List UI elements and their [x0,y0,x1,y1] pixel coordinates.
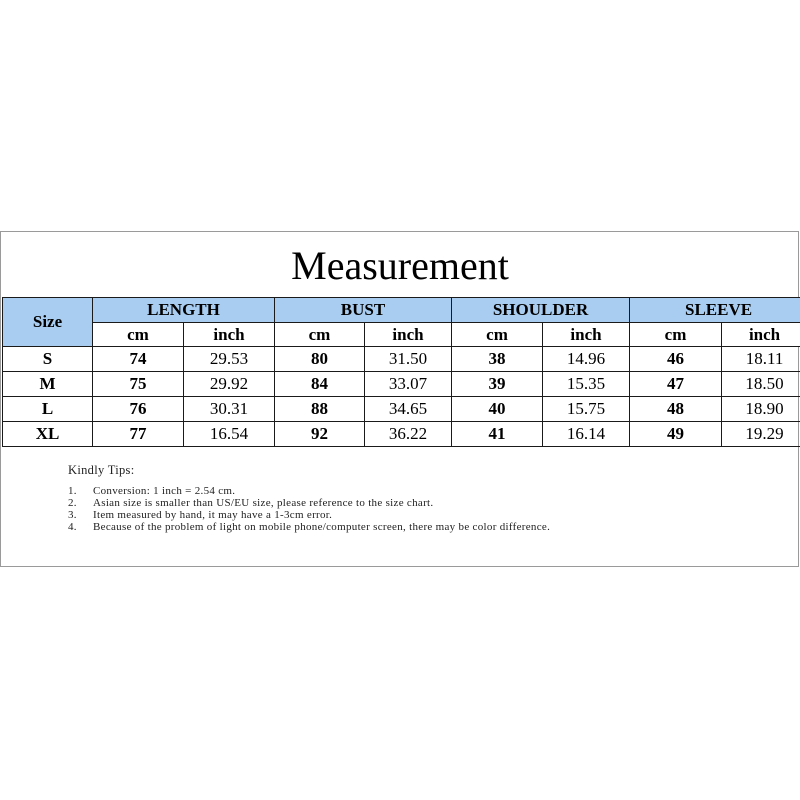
length-cm-cell: 75 [93,372,184,397]
sleeve-header: SLEEVE [630,298,800,323]
size-chart-table [2,297,800,447]
size-cell: L [3,397,93,422]
unit-header-cm: cm [452,323,543,347]
shoulder-cm-cell: 40 [452,397,543,422]
length-cm-cell: 77 [93,422,184,447]
tip-text: Item measured by hand, it may have a 1-3cm error. [93,509,333,521]
length-inch-cell: 16.54 [184,422,275,447]
unit-header-cm: cm [275,323,365,347]
tips-heading: Kindly Tips: [68,463,135,477]
bust-inch-cell: 34.65 [365,397,452,422]
bust-cm-cell: 88 [275,397,365,422]
shoulder-inch-cell: 14.96 [543,347,630,372]
sleeve-cm-cell: 47 [630,372,722,397]
table-row [3,422,800,447]
table-row [3,372,800,397]
sleeve-inch-cell: 18.90 [722,397,800,422]
page-title: Measurement [291,243,509,288]
table-row [3,347,800,372]
bust-cm-cell: 84 [275,372,365,397]
unit-header-inch: inch [722,323,800,347]
unit-header-row [3,323,800,347]
sleeve-inch-cell: 19.29 [722,422,800,447]
length-inch-cell: 29.53 [184,347,275,372]
size-column-header: Size [3,298,93,347]
bust-inch-cell: 36.22 [365,422,452,447]
unit-header-cm: cm [630,323,722,347]
size-cell: XL [3,422,93,447]
shoulder-inch-cell: 15.75 [543,397,630,422]
shoulder-header: SHOULDER [452,298,630,323]
bust-header: BUST [275,298,452,323]
tip-text: Asian size is smaller than US/EU size, please reference to the size chart. [93,497,434,509]
shoulder-inch-cell: 16.14 [543,422,630,447]
sleeve-cm-cell: 46 [630,347,722,372]
length-cm-cell: 76 [93,397,184,422]
sleeve-cm-cell: 49 [630,422,722,447]
shoulder-cm-cell: 41 [452,422,543,447]
tip-number: 3. [68,509,77,521]
sleeve-cm-cell: 48 [630,397,722,422]
unit-header-inch: inch [184,323,275,347]
shoulder-cm-cell: 39 [452,372,543,397]
bust-inch-cell: 31.50 [365,347,452,372]
group-header-row [3,298,800,323]
unit-header-cm: cm [93,323,184,347]
tip-number: 1. [68,485,77,497]
size-cell: M [3,372,93,397]
tip-item [68,509,668,521]
tip-number: 2. [68,497,77,509]
tip-number: 4. [68,521,77,533]
unit-header-inch: inch [365,323,452,347]
length-inch-cell: 29.92 [184,372,275,397]
bust-inch-cell: 33.07 [365,372,452,397]
tips-list [68,485,668,533]
tip-item [68,485,668,497]
bust-cm-cell: 80 [275,347,365,372]
sleeve-inch-cell: 18.50 [722,372,800,397]
bust-cm-cell: 92 [275,422,365,447]
tip-text: Conversion: 1 inch = 2.54 cm. [93,485,236,497]
size-cell: S [3,347,93,372]
length-header: LENGTH [93,298,275,323]
shoulder-inch-cell: 15.35 [543,372,630,397]
tip-item [68,521,668,533]
length-inch-cell: 30.31 [184,397,275,422]
kindly-tips [68,463,668,533]
length-cm-cell: 74 [93,347,184,372]
table-row [3,397,800,422]
tip-item [68,497,668,509]
tip-text: Because of the problem of light on mobile phone/computer screen, there may be color difference. [93,521,551,533]
shoulder-cm-cell: 38 [452,347,543,372]
unit-header-inch: inch [543,323,630,347]
sleeve-inch-cell: 18.11 [722,347,800,372]
